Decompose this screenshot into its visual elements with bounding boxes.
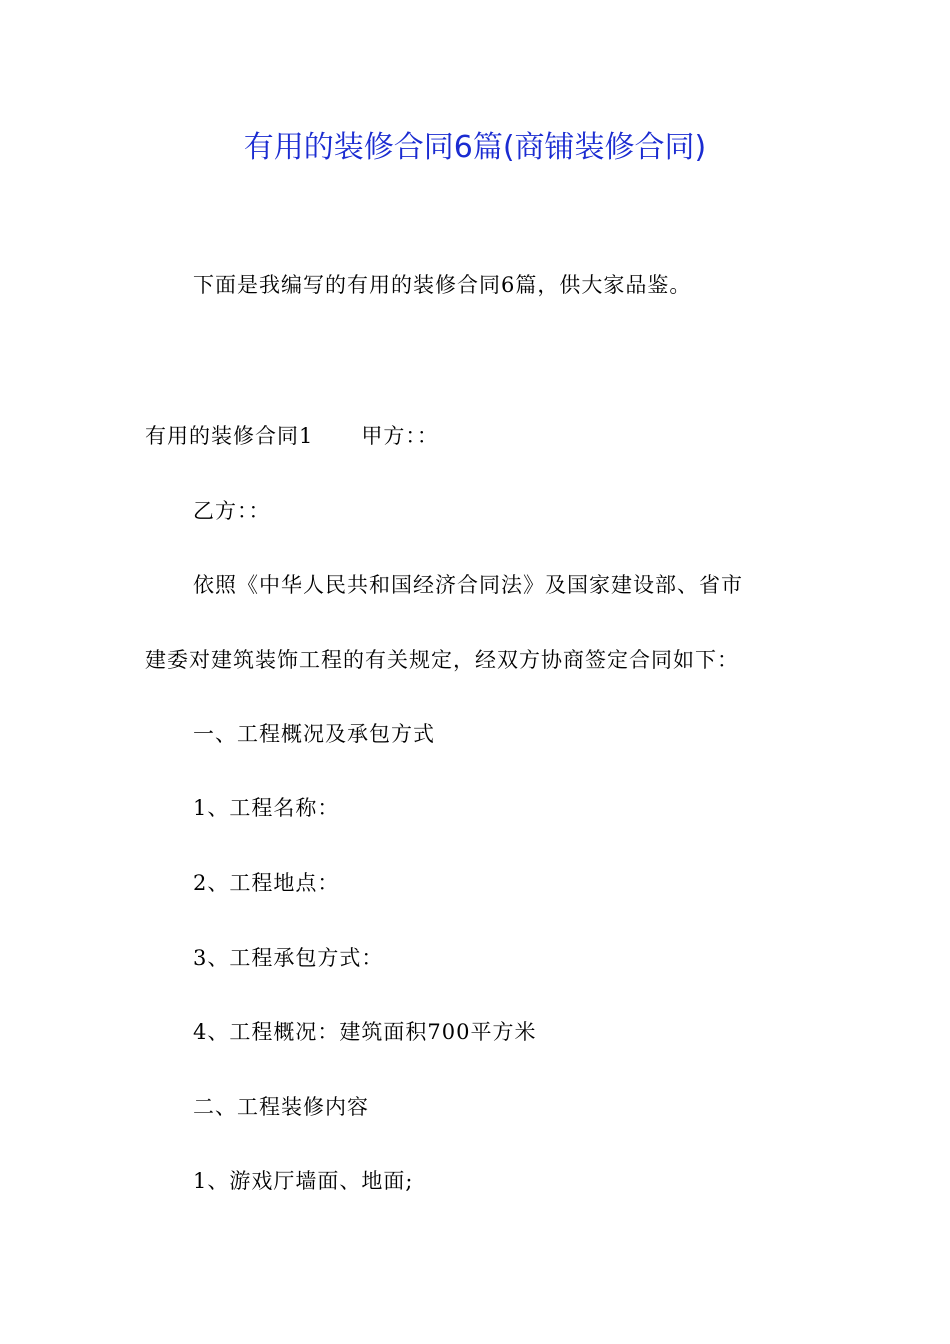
contract-heading-line bbox=[145, 421, 439, 451]
list-item: 1、工程名称： bbox=[193, 796, 340, 820]
intro-paragraph: 下面是我编写的有用的装修合同6篇，供大家品鉴。 bbox=[193, 273, 692, 297]
list-item: 4、工程概况：建筑面积700平方米 bbox=[193, 1020, 537, 1044]
contract-heading: 有用的装修合同1 bbox=[145, 424, 314, 448]
list-item: 3、工程承包方式： bbox=[193, 946, 384, 970]
section-heading-2: 二、工程装修内容 bbox=[193, 1095, 369, 1119]
basis-paragraph-line-1: 依照《中华人民共和国经济合同法》及国家建设部、省市 bbox=[193, 573, 743, 597]
basis-paragraph-line-2: 建委对建筑装饰工程的有关规定，经双方协商签定合同如下： bbox=[145, 648, 739, 672]
list-item: 2、工程地点： bbox=[193, 871, 340, 895]
list-item: 1、游戏厅墙面、地面; bbox=[193, 1169, 414, 1193]
document-title: 有用的装修合同6篇(商铺装修合同) bbox=[243, 130, 707, 165]
party-b-label: 乙方：： bbox=[193, 499, 271, 523]
section-heading-1: 一、工程概况及承包方式 bbox=[193, 722, 435, 746]
party-a-label: 甲方：： bbox=[361, 424, 439, 448]
